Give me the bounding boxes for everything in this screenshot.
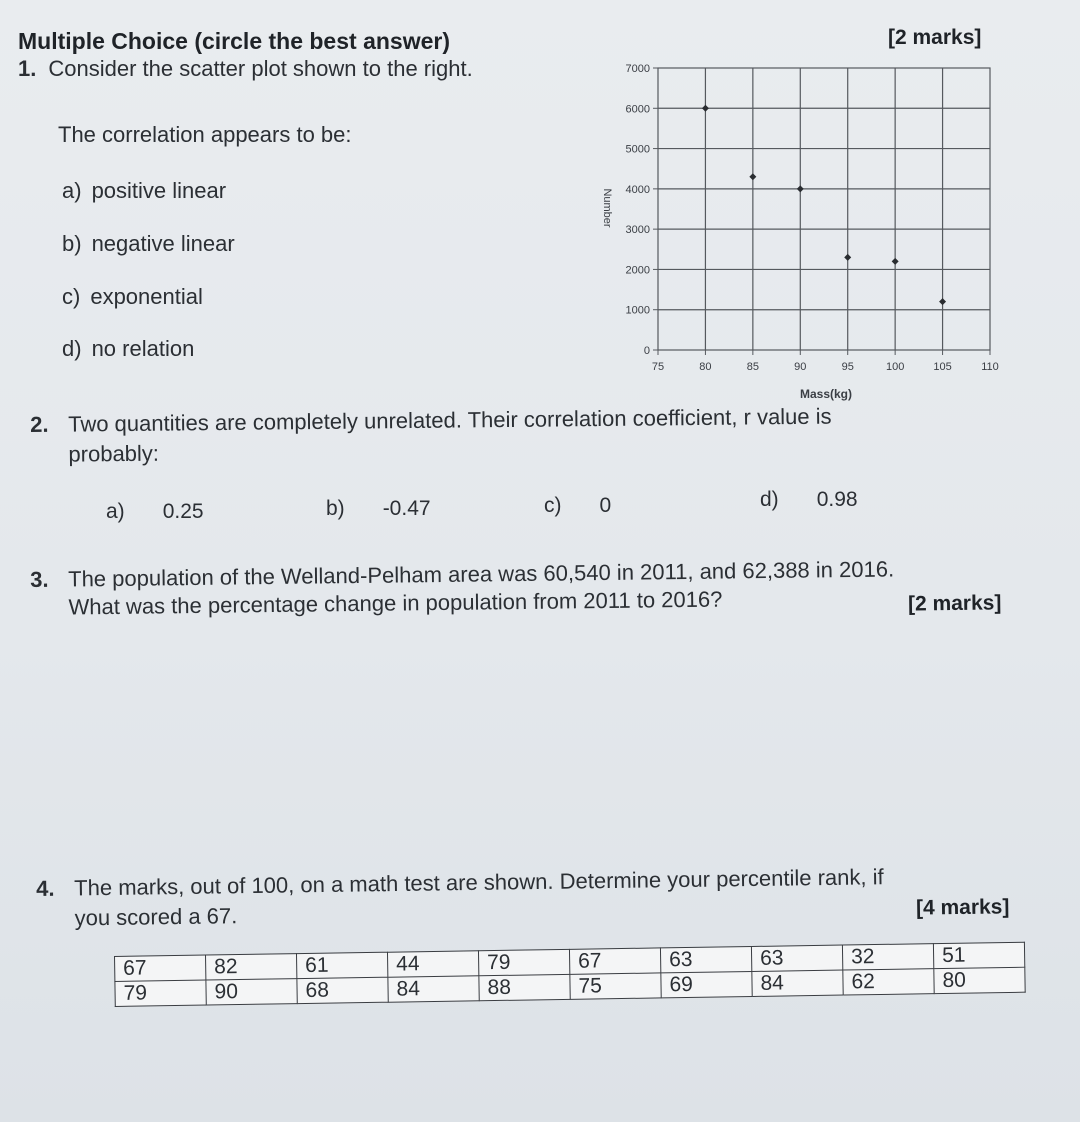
q4-marks: [4 marks] (915, 895, 1010, 920)
option-text: negative linear (91, 231, 235, 256)
x-tick-label: 105 (933, 361, 952, 373)
table-cell: 51 (933, 942, 1024, 968)
table-cell: 69 (661, 971, 752, 997)
x-tick-label: 85 (746, 361, 759, 373)
y-axis-label: Number (601, 188, 613, 228)
question-1 (18, 56, 473, 82)
question-4 (36, 862, 884, 934)
option-text: exponential (90, 284, 203, 309)
q2-option-c[interactable] (544, 494, 611, 518)
y-tick-label: 7000 (625, 63, 650, 75)
q2-option-d[interactable] (760, 488, 858, 512)
q2-option-a[interactable] (106, 500, 204, 524)
table-cell: 80 (934, 967, 1025, 993)
q3-line1: The population of the Welland-Pelham area was 60,540 in 2011, and 62,388 in 2016. (68, 556, 895, 592)
question-3 (30, 555, 895, 622)
q1-text: Consider the scatter plot shown to the right. (48, 56, 473, 81)
table-cell: 79 (115, 980, 206, 1006)
data-point (797, 185, 804, 192)
q3-number: 3. (30, 566, 49, 592)
table-cell: 63 (660, 946, 751, 972)
table-cell: 67 (115, 955, 206, 981)
table-cell: 82 (205, 954, 296, 980)
chart-points (702, 105, 946, 305)
option-text: -0.47 (382, 497, 431, 520)
option-text: 0.25 (162, 500, 204, 523)
data-point (702, 105, 709, 112)
x-tick-label: 95 (841, 361, 854, 373)
option-text: positive linear (91, 178, 227, 203)
q1-prompt: The correlation appears to be: (58, 122, 352, 147)
x-tick-label: 110 (981, 361, 999, 373)
q1-option-d[interactable] (62, 336, 194, 362)
x-tick-label: 80 (699, 361, 712, 373)
option-text: no relation (91, 336, 195, 361)
plot-frame (658, 68, 990, 350)
chart-grid (626, 63, 999, 373)
y-tick-label: 2000 (625, 264, 650, 277)
table-cell: 75 (570, 973, 661, 999)
y-tick-label: 1000 (625, 304, 650, 317)
q2-line2: probably: (68, 440, 160, 467)
option-text: 0.98 (816, 488, 858, 511)
y-tick-label: 3000 (625, 224, 650, 237)
table-cell: 84 (388, 976, 479, 1002)
data-point (844, 254, 851, 261)
q4-line2: you scored a 67. (74, 903, 238, 931)
y-tick-label: 4000 (625, 183, 650, 196)
data-point (892, 258, 899, 265)
option-label: c) (62, 284, 81, 309)
option-label: b) (62, 231, 82, 256)
q1-number: 1. (18, 56, 37, 81)
x-tick-label: 100 (885, 361, 905, 373)
x-axis-label: Mass(kg) (799, 387, 853, 401)
x-tick-label: 75 (651, 361, 665, 373)
table-cell: 32 (842, 944, 933, 970)
q1-marks: [2 marks] (888, 26, 982, 49)
q2-option-b[interactable] (326, 497, 431, 521)
y-tick-label: 6000 (625, 103, 650, 116)
y-tick-label: 5000 (625, 143, 650, 156)
y-tick-label: 0 (643, 345, 650, 357)
option-label: c) (544, 494, 562, 517)
q1-option-b[interactable] (62, 231, 235, 257)
table-cell: 44 (387, 951, 478, 977)
q1-option-c[interactable] (62, 284, 203, 310)
table-cell: 63 (751, 945, 842, 971)
table-cell: 61 (296, 952, 387, 978)
table-cell: 79 (478, 949, 569, 975)
q4-number: 4. (36, 875, 55, 901)
q2-number: 2. (30, 411, 49, 437)
table-cell: 88 (479, 974, 570, 1000)
option-text: 0 (599, 494, 612, 517)
table-cell: 68 (297, 977, 388, 1003)
x-tick-label: 90 (794, 361, 807, 373)
option-label: a) (62, 178, 82, 203)
section-heading: Multiple Choice (circle the best answer) (18, 28, 450, 54)
q4-line1: The marks, out of 100, on a math test are shown. Determine your percentile rank, if (74, 864, 884, 901)
q3-line2: What was the percentage change in population from 2011 to 2016? (68, 586, 723, 620)
table-cell: 67 (569, 948, 660, 974)
table-cell: 90 (206, 979, 297, 1005)
option-label: d) (62, 336, 82, 361)
option-label: b) (326, 497, 345, 520)
q1-option-a[interactable] (62, 178, 226, 204)
q2-line1: Two quantities are completely unrelated. Their correlation coefficient, r value is (68, 403, 832, 437)
table-cell: 84 (752, 970, 843, 996)
scatter-chart (590, 50, 1010, 405)
question-2 (30, 402, 832, 470)
option-label: d) (760, 488, 779, 511)
data-point (749, 173, 756, 180)
option-label: a) (106, 500, 125, 523)
table-cell: 62 (843, 969, 934, 995)
marks-table (114, 942, 1026, 1007)
data-point (939, 298, 946, 305)
q3-marks: [2 marks] (907, 591, 1002, 616)
